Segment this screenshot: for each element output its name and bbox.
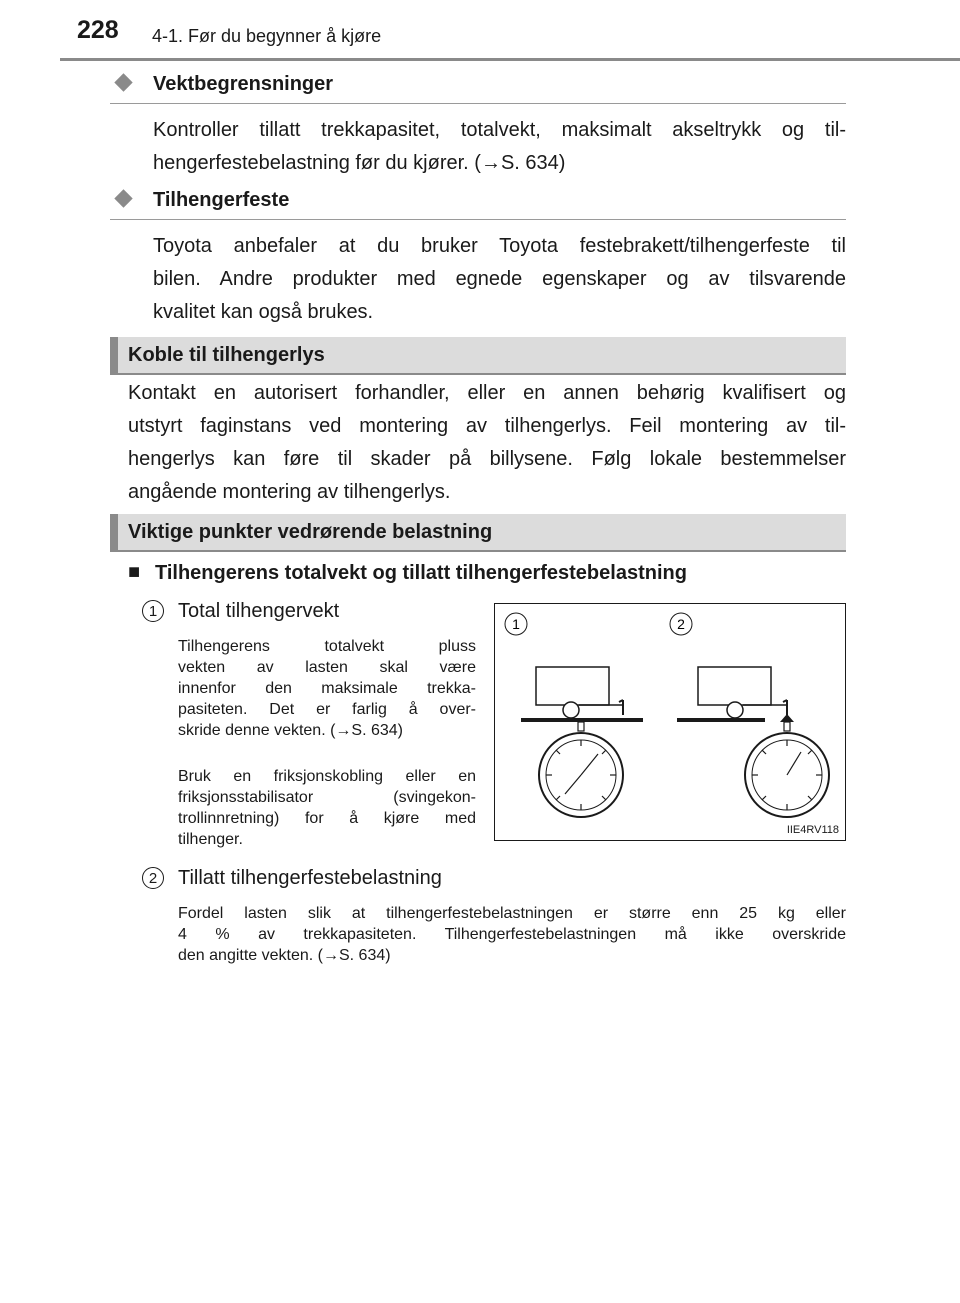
- lights-text: [128, 377, 846, 509]
- text-line: utstyrt faginstans ved montering av tilhengerlys. Feil montering av til-: [128, 415, 846, 437]
- loading-title: Viktige punkter vedrørende belastning: [128, 521, 493, 543]
- item-number-1: 1: [142, 600, 164, 622]
- hitch-rule: [110, 219, 846, 220]
- text-line: Tilhengerens totalvekt pluss: [178, 638, 476, 655]
- square-bullet-icon: ■: [128, 561, 141, 583]
- trailer-total-weight-drawing: [521, 667, 643, 817]
- text-line: Kontakt en autorisert forhandler, eller en annen behørig kvalifisert og: [128, 382, 846, 404]
- section-header-bar: [110, 337, 118, 375]
- item-title-total-weight: Total tilhengervekt: [178, 600, 340, 622]
- section-header-lights: [110, 337, 846, 375]
- item-title-tongue-weight: Tillatt tilhengerfestebelastning: [178, 867, 442, 889]
- diamond-bullet-icon: [114, 73, 132, 91]
- text-line: vekten av lasten skal være: [178, 659, 476, 676]
- weight-limits-rule: [110, 103, 846, 104]
- text-line: innenfor den maksimale trekka-: [178, 680, 476, 697]
- text-line: trollinnretning) for å kjøre med: [178, 810, 476, 827]
- hitch-text: [153, 230, 846, 329]
- text-line: skride denne vekten. (→S. 634): [178, 722, 404, 739]
- item-1-paragraph-1: [178, 636, 476, 741]
- figure-code: IIE4RV118: [786, 824, 839, 836]
- figure-label-2: 2: [677, 616, 685, 632]
- text-line: den angitte vekten. (→S. 634): [178, 947, 391, 964]
- figure-label-1: 1: [512, 616, 520, 632]
- section-header-bar: [110, 514, 118, 552]
- lights-title: Koble til tilhengerlys: [128, 344, 325, 366]
- hitch-title: Tilhengerfeste: [153, 189, 290, 211]
- text-line: Fordel lasten slik at tilhengerfestebelastningen er større enn 25 kg eller: [178, 905, 846, 922]
- text-line: hengerfestebelastning før du kjører. (→S. 634): [153, 152, 566, 174]
- weight-limits-title: Vektbegrensninger: [153, 73, 334, 95]
- text-line: tilhenger.: [178, 831, 243, 848]
- text-line: Bruk en friksjonskobling eller en: [178, 768, 476, 785]
- text-line: Kontroller tillatt trekkapasitet, totalvekt, maksimalt akseltrykk og til-: [153, 119, 846, 141]
- trailer-weight-figure: [494, 603, 846, 841]
- text-line: pasiteten. Det er farlig å over-: [178, 701, 476, 718]
- item-number-2: 2: [142, 867, 164, 889]
- page-number: 228: [77, 16, 119, 44]
- weight-limits-text: [153, 114, 846, 180]
- text-line: kvalitet kan også brukes.: [153, 301, 374, 323]
- text-line: angående montering av tilhengerlys.: [128, 481, 451, 503]
- text-line: 4 % av trekkapasiteten. Tilhengerfestebelastningen må ikke overskride: [178, 926, 846, 943]
- item-1-paragraph-2: [178, 766, 476, 850]
- text-line: hengerlys kan føre til skader på billysene. Følg lokale bestemmelser: [128, 448, 846, 470]
- chapter-title: 4-1. Før du begynner å kjøre: [152, 26, 382, 46]
- tongue-weight-drawing: [677, 667, 829, 817]
- trailer-scale-illustration: [495, 604, 844, 839]
- section-header-loading: [110, 514, 846, 552]
- text-line: bilen. Andre produkter med egnede egenskaper og av tilsvarende: [153, 268, 846, 290]
- diamond-bullet-icon: [114, 189, 132, 207]
- loading-subheading: Tilhengerens totalvekt og tillatt tilhengerfestebelastning: [155, 562, 687, 584]
- text-line: friksjonsstabilisator (svingekon-: [178, 789, 476, 806]
- header-divider: [60, 58, 960, 61]
- item-2-paragraph: [178, 903, 846, 966]
- text-line: Toyota anbefaler at du bruker Toyota festebrakett/tilhengerfeste til: [153, 235, 846, 257]
